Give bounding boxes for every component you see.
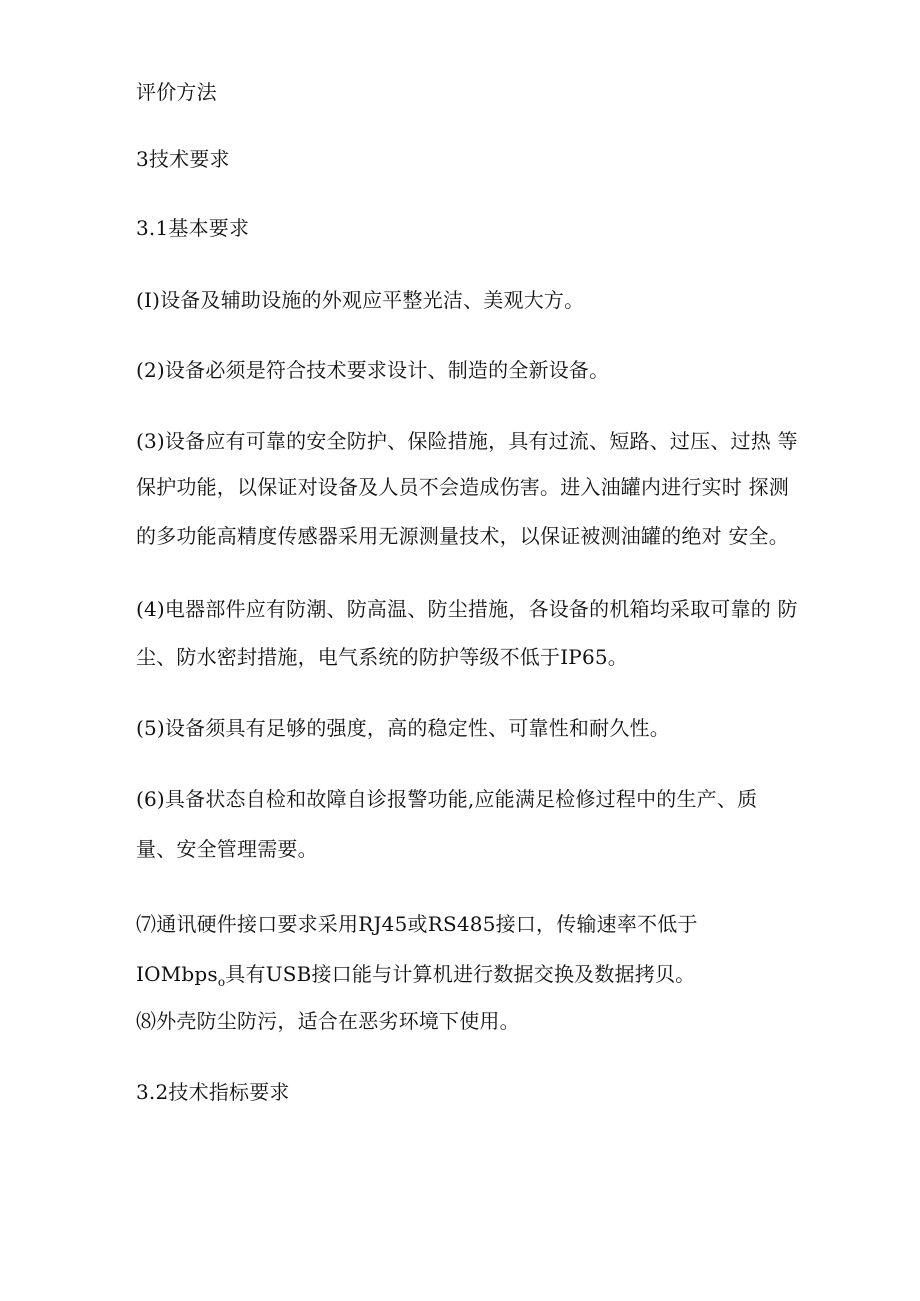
requirement-item-4-line-1: (4)电器部件应有防潮、防高温、防尘措施，各设备的机箱均采取可靠的 防 bbox=[136, 597, 798, 621]
requirement-item-5: (5)设备须具有足够的强度，高的稳定性、可靠性和耐久性。 bbox=[136, 716, 670, 740]
requirement-item-4-line-2: 尘、防水密封措施，电气系统的防护等级不低于IP65。 bbox=[136, 645, 629, 669]
requirement-item-8: ⑻外壳防尘防污，适合在恶劣环境下使用。 bbox=[136, 1009, 520, 1033]
heading-basic-requirements: 3.1基本要求 bbox=[136, 216, 250, 240]
requirement-item-3-line-1: (3)设备应有可靠的安全防护、保险措施，具有过流、短路、过压、过热 等 bbox=[136, 429, 798, 453]
requirement-item-2: (2)设备必须是符合技术要求设计、制造的全新设备。 bbox=[136, 358, 610, 382]
requirement-item-6-line-2: 量、安全管理需要。 bbox=[136, 837, 318, 861]
heading-technical-spec-requirements: 3.2技术指标要求 bbox=[136, 1080, 290, 1104]
requirement-item-3-line-3: 的多功能高精度传感器采用无源测量技术，以保证被测油罐的绝对 安全。 bbox=[136, 524, 789, 548]
item-7-subscript: o bbox=[217, 975, 226, 989]
requirement-item-6-line-1: (6)具备状态自检和故障自诊报警功能,应能满足检修过程中的生产、质 bbox=[136, 787, 758, 811]
heading-evaluation-method: 评价方法 bbox=[136, 80, 217, 104]
requirement-item-7-line-1: ⑺通讯硬件接口要求采用RJ45或RS485接口，传输速率不低于 bbox=[136, 912, 698, 936]
requirement-item-7-line-2 bbox=[136, 961, 695, 987]
requirement-item-1: (I)设备及辅助设施的外观应平整光洁、美观大方。 bbox=[136, 288, 585, 312]
item-7-usb-text: 具有USB接口能与计算机进行数据交换及数据拷贝。 bbox=[225, 962, 696, 986]
item-7-speed-text: IOMbps bbox=[136, 962, 218, 986]
requirement-item-3-line-2: 保护功能，以保证对设备及人员不会造成伤害。进入油罐内进行实时 探测 bbox=[136, 475, 789, 499]
heading-technical-requirements: 3技术要求 bbox=[136, 147, 230, 171]
